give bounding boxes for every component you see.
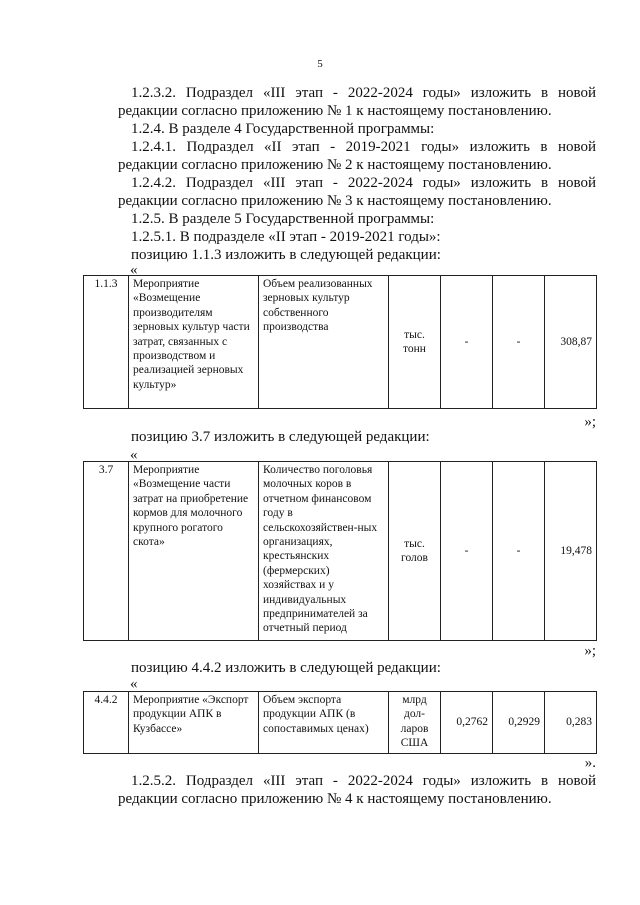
paragraph-4-line-2: редакции согласно приложению № 3 к настоящему постановлению. <box>118 193 552 209</box>
cell-value-1: 0,2762 <box>441 692 493 754</box>
paragraph-2: 1.2.4. В разделе 4 Государственной программы: <box>131 121 435 137</box>
open-quote-3: « <box>130 676 138 692</box>
paragraph-10-line-2: редакции согласно приложению № 4 к настоящему постановлению. <box>118 791 552 807</box>
cell-unit: тыс. голов <box>389 462 441 641</box>
paragraph-6: 1.2.5.1. В подразделе «II этап - 2019-2021 годы»: <box>131 229 441 245</box>
cell-num: 1.1.3 <box>84 276 129 409</box>
open-quote-2: « <box>130 447 138 463</box>
cell-value-1: - <box>441 462 493 641</box>
table-row <box>84 462 597 641</box>
cell-indicator: Объем реализованных зерновых культур собственного производства <box>259 276 389 409</box>
cell-num: 3.7 <box>84 462 129 641</box>
paragraph-1-line-2: редакции согласно приложению № 1 к настоящему постановлению. <box>118 103 552 119</box>
close-quote-3: ». <box>584 755 596 771</box>
paragraph-4-line-1: 1.2.4.2. Подраздел «III этап - 2022-2024 годы» изложить в новой <box>131 175 596 191</box>
cell-value-3: 19,478 <box>545 462 597 641</box>
cell-num: 4.4.2 <box>84 692 129 754</box>
open-quote-1: « <box>130 262 138 278</box>
table-position-4-4-2 <box>83 691 597 754</box>
close-quote-2: »; <box>584 643 596 659</box>
cell-unit: тыс. тонн <box>389 276 441 409</box>
cell-event: Мероприятие «Экспорт продукции АПК в Кузбассе» <box>129 692 259 754</box>
paragraph-3-line-2: редакции согласно приложению № 2 к настоящему постановлению. <box>118 157 552 173</box>
table-row <box>84 692 597 754</box>
cell-indicator: Количество поголовья молочных коров в отчетном финансовом году в сельскохозяйствен-ных организациях, крестьянских (фермерских) хозяйствах и у индивидуальных предпринимателей за отчетный период <box>259 462 389 641</box>
cell-indicator: Объем экспорта продукции АПК (в сопоставимых ценах) <box>259 692 389 754</box>
cell-value-2: 0,2929 <box>493 692 545 754</box>
cell-event: Мероприятие «Возмещение производителям зерновых культур части затрат, связанных с производством и реализацией зерновых культур» <box>129 276 259 409</box>
cell-value-3: 0,283 <box>545 692 597 754</box>
cell-value-2: - <box>493 462 545 641</box>
close-quote-1: »; <box>584 414 596 430</box>
paragraph-5: 1.2.5. В разделе 5 Государственной программы: <box>131 211 435 227</box>
paragraph-8: позицию 3.7 изложить в следующей редакции: <box>131 429 430 445</box>
table-position-3-7 <box>83 461 597 641</box>
cell-value-2: - <box>493 276 545 409</box>
table-position-1-1-3 <box>83 275 597 409</box>
paragraph-9: позицию 4.4.2 изложить в следующей редакции: <box>131 660 441 676</box>
paragraph-7: позицию 1.1.3 изложить в следующей редакции: <box>131 247 441 263</box>
paragraph-3-line-1: 1.2.4.1. Подраздел «II этап - 2019-2021 годы» изложить в новой <box>131 139 596 155</box>
cell-value-1: - <box>441 276 493 409</box>
page-number: 5 <box>317 58 323 70</box>
paragraph-1-line-1: 1.2.3.2. Подраздел «III этап - 2022-2024 годы» изложить в новой <box>131 85 596 101</box>
paragraph-10-line-1: 1.2.5.2. Подраздел «III этап - 2022-2024 годы» изложить в новой <box>131 773 596 789</box>
cell-event: Мероприятие «Возмещение части затрат на приобретение кормов для молочного крупного рогатого скота» <box>129 462 259 641</box>
table-row <box>84 276 597 409</box>
cell-value-3: 308,87 <box>545 276 597 409</box>
cell-unit: млрд дол-ларов США <box>389 692 441 754</box>
